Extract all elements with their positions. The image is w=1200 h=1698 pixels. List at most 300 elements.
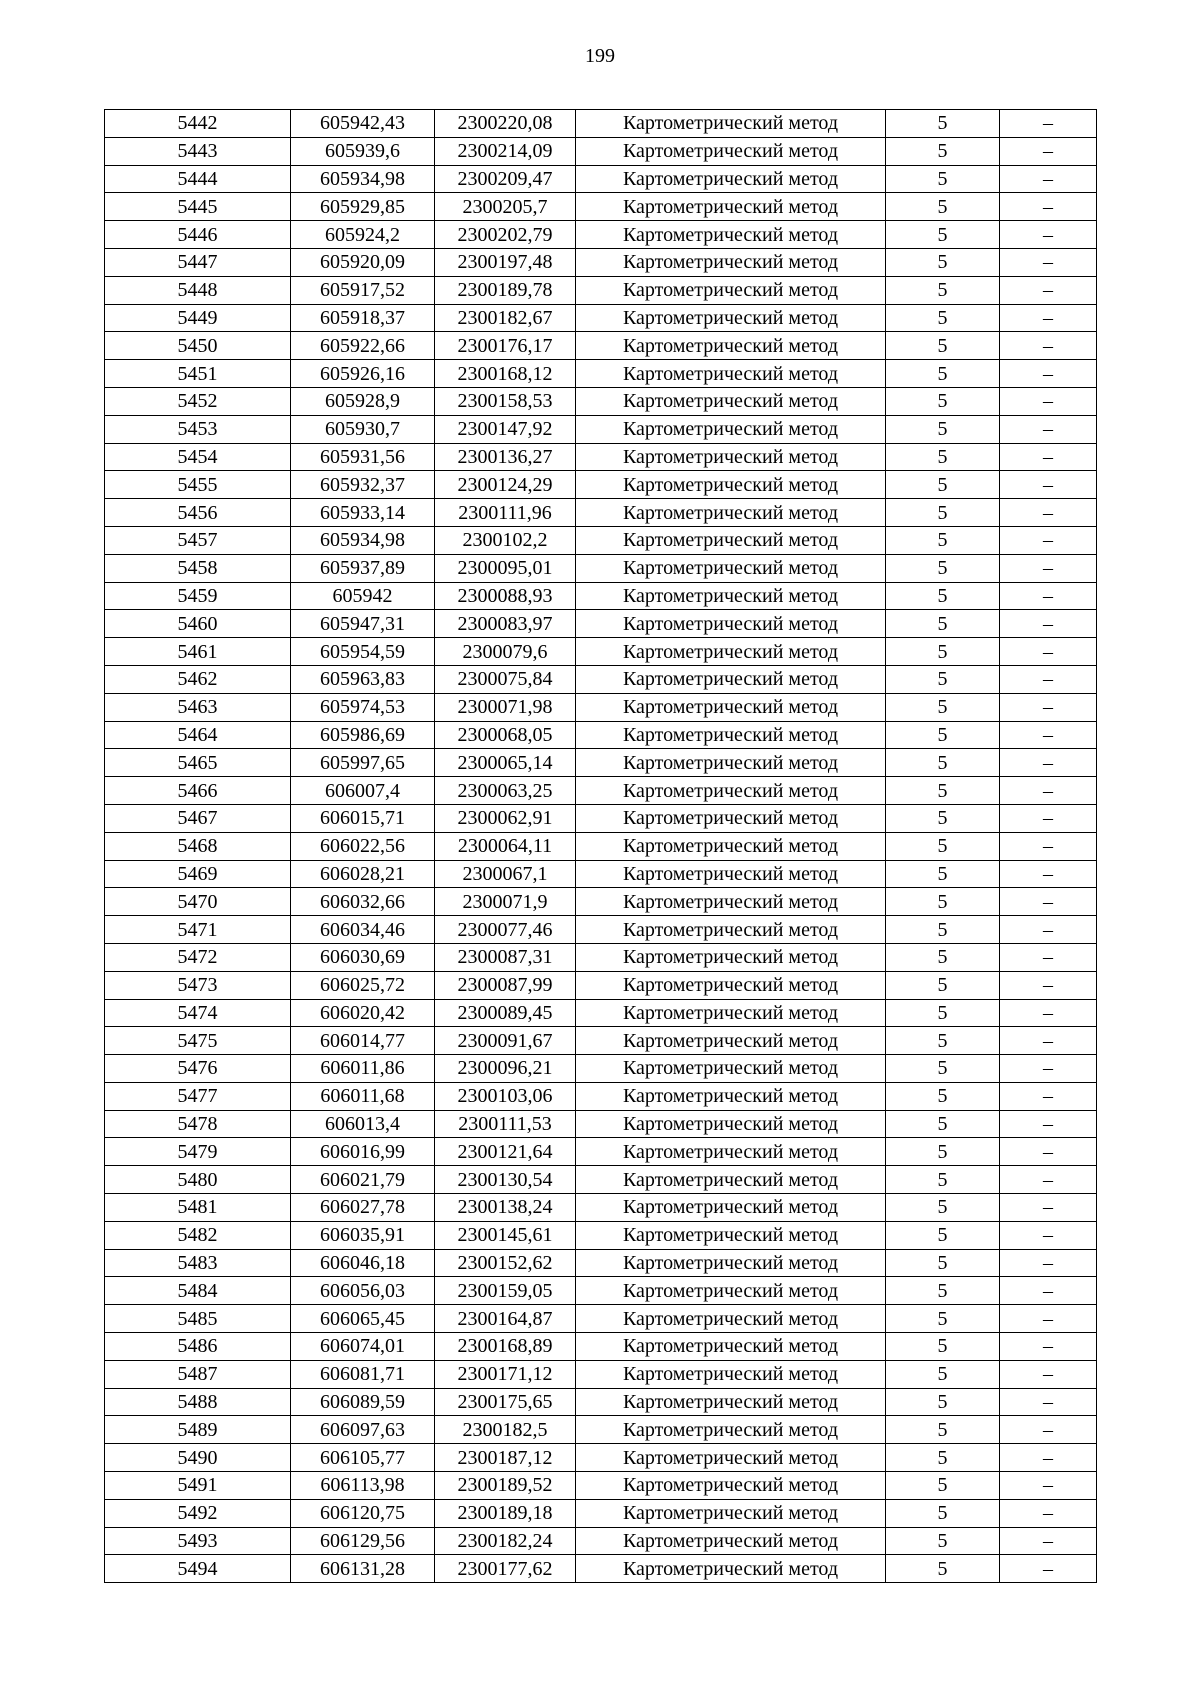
point-number-cell: 5442 [105,110,291,138]
x-coordinate-cell: 606028,21 [291,860,435,888]
note-cell: – [1000,499,1097,527]
point-number-cell: 5480 [105,1166,291,1194]
x-coordinate-cell: 605930,7 [291,415,435,443]
accuracy-cell: 5 [886,1416,1000,1444]
x-coordinate-cell: 605947,31 [291,610,435,638]
x-coordinate-cell: 605974,53 [291,693,435,721]
x-coordinate-cell: 605963,83 [291,665,435,693]
table-row [105,1388,1097,1416]
accuracy-cell: 5 [886,110,1000,138]
table-row [105,804,1097,832]
point-number-cell: 5481 [105,1194,291,1222]
point-number-cell: 5485 [105,1305,291,1333]
x-coordinate-cell: 605937,89 [291,554,435,582]
table-row [105,693,1097,721]
y-coordinate-cell: 2300168,12 [435,360,576,388]
x-coordinate-cell: 605932,37 [291,471,435,499]
note-cell: – [1000,1221,1097,1249]
note-cell: – [1000,276,1097,304]
x-coordinate-cell: 606020,42 [291,999,435,1027]
table-row [105,1027,1097,1055]
x-coordinate-cell: 606097,63 [291,1416,435,1444]
table-row [105,860,1097,888]
table-row [105,1166,1097,1194]
y-coordinate-cell: 2300088,93 [435,582,576,610]
y-coordinate-cell: 2300171,12 [435,1360,576,1388]
table-row [105,749,1097,777]
accuracy-cell: 5 [886,610,1000,638]
note-cell: – [1000,1027,1097,1055]
y-coordinate-cell: 2300065,14 [435,749,576,777]
note-cell: – [1000,610,1097,638]
accuracy-cell: 5 [886,1221,1000,1249]
table-row [105,1055,1097,1083]
method-cell: Картометрический метод [576,1305,886,1333]
y-coordinate-cell: 2300083,97 [435,610,576,638]
accuracy-cell: 5 [886,832,1000,860]
note-cell: – [1000,721,1097,749]
x-coordinate-cell: 606021,79 [291,1166,435,1194]
method-cell: Картометрический метод [576,1527,886,1555]
y-coordinate-cell: 2300079,6 [435,638,576,666]
point-number-cell: 5474 [105,999,291,1027]
method-cell: Картометрический метод [576,1444,886,1472]
x-coordinate-cell: 605934,98 [291,165,435,193]
point-number-cell: 5476 [105,1055,291,1083]
x-coordinate-cell: 606007,4 [291,777,435,805]
x-coordinate-cell: 606011,86 [291,1055,435,1083]
x-coordinate-cell: 605929,85 [291,193,435,221]
accuracy-cell: 5 [886,415,1000,443]
x-coordinate-cell: 606065,45 [291,1305,435,1333]
point-number-cell: 5469 [105,860,291,888]
y-coordinate-cell: 2300187,12 [435,1444,576,1472]
method-cell: Картометрический метод [576,943,886,971]
accuracy-cell: 5 [886,777,1000,805]
point-number-cell: 5447 [105,248,291,276]
table-row [105,165,1097,193]
method-cell: Картометрический метод [576,832,886,860]
accuracy-cell: 5 [886,943,1000,971]
table-row [105,110,1097,138]
point-number-cell: 5483 [105,1249,291,1277]
y-coordinate-cell: 2300077,46 [435,916,576,944]
method-cell: Картометрический метод [576,860,886,888]
x-coordinate-cell: 606027,78 [291,1194,435,1222]
point-number-cell: 5482 [105,1221,291,1249]
y-coordinate-cell: 2300071,9 [435,888,576,916]
x-coordinate-cell: 606013,4 [291,1110,435,1138]
point-number-cell: 5492 [105,1499,291,1527]
point-number-cell: 5488 [105,1388,291,1416]
table-row [105,1416,1097,1444]
method-cell: Картометрический метод [576,332,886,360]
table-row [105,137,1097,165]
point-number-cell: 5473 [105,971,291,999]
x-coordinate-cell: 605954,59 [291,638,435,666]
y-coordinate-cell: 2300130,54 [435,1166,576,1194]
table-row [105,304,1097,332]
accuracy-cell: 5 [886,1305,1000,1333]
x-coordinate-cell: 606034,46 [291,916,435,944]
method-cell: Картометрический метод [576,971,886,999]
x-coordinate-cell: 605934,98 [291,526,435,554]
y-coordinate-cell: 2300176,17 [435,332,576,360]
table-row [105,999,1097,1027]
note-cell: – [1000,943,1097,971]
note-cell: – [1000,1082,1097,1110]
note-cell: – [1000,415,1097,443]
accuracy-cell: 5 [886,276,1000,304]
method-cell: Картометрический метод [576,1027,886,1055]
note-cell: – [1000,1194,1097,1222]
x-coordinate-cell: 605918,37 [291,304,435,332]
accuracy-cell: 5 [886,665,1000,693]
method-cell: Картометрический метод [576,165,886,193]
point-number-cell: 5465 [105,749,291,777]
accuracy-cell: 5 [886,999,1000,1027]
x-coordinate-cell: 605933,14 [291,499,435,527]
table-row [105,1221,1097,1249]
y-coordinate-cell: 2300182,67 [435,304,576,332]
y-coordinate-cell: 2300182,5 [435,1416,576,1444]
table-row [105,1249,1097,1277]
note-cell: – [1000,360,1097,388]
accuracy-cell: 5 [886,1027,1000,1055]
method-cell: Картометрический метод [576,1472,886,1500]
accuracy-cell: 5 [886,638,1000,666]
method-cell: Картометрический метод [576,276,886,304]
y-coordinate-cell: 2300124,29 [435,471,576,499]
table-row [105,1138,1097,1166]
method-cell: Картометрический метод [576,360,886,388]
note-cell: – [1000,832,1097,860]
accuracy-cell: 5 [886,860,1000,888]
x-coordinate-cell: 606056,03 [291,1277,435,1305]
note-cell: – [1000,638,1097,666]
note-cell: – [1000,526,1097,554]
point-number-cell: 5454 [105,443,291,471]
x-coordinate-cell: 605942,43 [291,110,435,138]
note-cell: – [1000,1499,1097,1527]
x-coordinate-cell: 606105,77 [291,1444,435,1472]
x-coordinate-cell: 606035,91 [291,1221,435,1249]
point-number-cell: 5477 [105,1082,291,1110]
method-cell: Картометрический метод [576,443,886,471]
point-number-cell: 5479 [105,1138,291,1166]
accuracy-cell: 5 [886,1527,1000,1555]
method-cell: Картометрический метод [576,137,886,165]
x-coordinate-cell: 606022,56 [291,832,435,860]
method-cell: Картометрический метод [576,693,886,721]
x-coordinate-cell: 605926,16 [291,360,435,388]
table-row [105,888,1097,916]
point-number-cell: 5455 [105,471,291,499]
y-coordinate-cell: 2300209,47 [435,165,576,193]
accuracy-cell: 5 [886,248,1000,276]
note-cell: – [1000,1360,1097,1388]
method-cell: Картометрический метод [576,110,886,138]
x-coordinate-cell: 605922,66 [291,332,435,360]
note-cell: – [1000,1472,1097,1500]
y-coordinate-cell: 2300189,78 [435,276,576,304]
table-row [105,1305,1097,1333]
y-coordinate-cell: 2300202,79 [435,221,576,249]
y-coordinate-cell: 2300152,62 [435,1249,576,1277]
note-cell: – [1000,1416,1097,1444]
note-cell: – [1000,665,1097,693]
note-cell: – [1000,1166,1097,1194]
accuracy-cell: 5 [886,332,1000,360]
x-coordinate-cell: 605942 [291,582,435,610]
note-cell: – [1000,999,1097,1027]
y-coordinate-cell: 2300064,11 [435,832,576,860]
y-coordinate-cell: 2300220,08 [435,110,576,138]
method-cell: Картометрический метод [576,665,886,693]
point-number-cell: 5471 [105,916,291,944]
x-coordinate-cell: 605997,65 [291,749,435,777]
point-number-cell: 5458 [105,554,291,582]
note-cell: – [1000,1555,1097,1583]
accuracy-cell: 5 [886,888,1000,916]
point-number-cell: 5457 [105,526,291,554]
point-number-cell: 5445 [105,193,291,221]
method-cell: Картометрический метод [576,387,886,415]
method-cell: Картометрический метод [576,1221,886,1249]
y-coordinate-cell: 2300136,27 [435,443,576,471]
note-cell: – [1000,332,1097,360]
x-coordinate-cell: 606015,71 [291,804,435,832]
note-cell: – [1000,248,1097,276]
table-row [105,971,1097,999]
y-coordinate-cell: 2300121,64 [435,1138,576,1166]
table-row [105,916,1097,944]
point-number-cell: 5460 [105,610,291,638]
table-row [105,610,1097,638]
note-cell: – [1000,1055,1097,1083]
y-coordinate-cell: 2300103,06 [435,1082,576,1110]
y-coordinate-cell: 2300067,1 [435,860,576,888]
y-coordinate-cell: 2300089,45 [435,999,576,1027]
y-coordinate-cell: 2300164,87 [435,1305,576,1333]
accuracy-cell: 5 [886,221,1000,249]
method-cell: Картометрический метод [576,1055,886,1083]
y-coordinate-cell: 2300111,96 [435,499,576,527]
method-cell: Картометрический метод [576,721,886,749]
y-coordinate-cell: 2300197,48 [435,248,576,276]
y-coordinate-cell: 2300096,21 [435,1055,576,1083]
x-coordinate-cell: 606025,72 [291,971,435,999]
accuracy-cell: 5 [886,1388,1000,1416]
y-coordinate-cell: 2300138,24 [435,1194,576,1222]
y-coordinate-cell: 2300091,67 [435,1027,576,1055]
table-row [105,638,1097,666]
x-coordinate-cell: 606113,98 [291,1472,435,1500]
accuracy-cell: 5 [886,1194,1000,1222]
note-cell: – [1000,777,1097,805]
table-row [105,360,1097,388]
note-cell: – [1000,971,1097,999]
accuracy-cell: 5 [886,693,1000,721]
point-number-cell: 5461 [105,638,291,666]
coordinates-table [104,109,1097,1583]
method-cell: Картометрический метод [576,1194,886,1222]
table-row [105,526,1097,554]
table-row [105,248,1097,276]
table-row [105,1194,1097,1222]
point-number-cell: 5478 [105,1110,291,1138]
y-coordinate-cell: 2300087,31 [435,943,576,971]
method-cell: Картометрический метод [576,999,886,1027]
accuracy-cell: 5 [886,554,1000,582]
y-coordinate-cell: 2300189,18 [435,1499,576,1527]
note-cell: – [1000,193,1097,221]
accuracy-cell: 5 [886,1333,1000,1361]
accuracy-cell: 5 [886,193,1000,221]
method-cell: Картометрический метод [576,749,886,777]
point-number-cell: 5487 [105,1360,291,1388]
note-cell: – [1000,860,1097,888]
note-cell: – [1000,554,1097,582]
y-coordinate-cell: 2300111,53 [435,1110,576,1138]
y-coordinate-cell: 2300071,98 [435,693,576,721]
page-number: 199 [585,45,615,67]
point-number-cell: 5486 [105,1333,291,1361]
x-coordinate-cell: 605928,9 [291,387,435,415]
table-row [105,499,1097,527]
y-coordinate-cell: 2300087,99 [435,971,576,999]
note-cell: – [1000,1138,1097,1166]
method-cell: Картометрический метод [576,248,886,276]
table-row [105,387,1097,415]
method-cell: Картометрический метод [576,1082,886,1110]
accuracy-cell: 5 [886,443,1000,471]
method-cell: Картометрический метод [576,1499,886,1527]
x-coordinate-cell: 605939,6 [291,137,435,165]
point-number-cell: 5491 [105,1472,291,1500]
y-coordinate-cell: 2300159,05 [435,1277,576,1305]
x-coordinate-cell: 605986,69 [291,721,435,749]
table-row [105,1499,1097,1527]
x-coordinate-cell: 606014,77 [291,1027,435,1055]
table-row [105,665,1097,693]
note-cell: – [1000,110,1097,138]
x-coordinate-cell: 606081,71 [291,1360,435,1388]
point-number-cell: 5467 [105,804,291,832]
point-number-cell: 5463 [105,693,291,721]
method-cell: Картометрический метод [576,1166,886,1194]
method-cell: Картометрический метод [576,1249,886,1277]
accuracy-cell: 5 [886,971,1000,999]
note-cell: – [1000,471,1097,499]
y-coordinate-cell: 2300063,25 [435,777,576,805]
x-coordinate-cell: 606129,56 [291,1527,435,1555]
accuracy-cell: 5 [886,721,1000,749]
accuracy-cell: 5 [886,137,1000,165]
accuracy-cell: 5 [886,1055,1000,1083]
point-number-cell: 5466 [105,777,291,805]
method-cell: Картометрический метод [576,1277,886,1305]
point-number-cell: 5443 [105,137,291,165]
method-cell: Картометрический метод [576,916,886,944]
point-number-cell: 5472 [105,943,291,971]
accuracy-cell: 5 [886,1444,1000,1472]
method-cell: Картометрический метод [576,193,886,221]
point-number-cell: 5484 [105,1277,291,1305]
table-row [105,1333,1097,1361]
accuracy-cell: 5 [886,360,1000,388]
accuracy-cell: 5 [886,1472,1000,1500]
method-cell: Картометрический метод [576,554,886,582]
method-cell: Картометрический метод [576,526,886,554]
x-coordinate-cell: 605917,52 [291,276,435,304]
method-cell: Картометрический метод [576,610,886,638]
y-coordinate-cell: 2300062,91 [435,804,576,832]
note-cell: – [1000,1333,1097,1361]
table-row [105,832,1097,860]
point-number-cell: 5451 [105,360,291,388]
point-number-cell: 5449 [105,304,291,332]
point-number-cell: 5450 [105,332,291,360]
note-cell: – [1000,443,1097,471]
x-coordinate-cell: 606120,75 [291,1499,435,1527]
table-row [105,221,1097,249]
point-number-cell: 5493 [105,1527,291,1555]
method-cell: Картометрический метод [576,777,886,805]
method-cell: Картометрический метод [576,415,886,443]
table-row [105,777,1097,805]
table-row [105,554,1097,582]
y-coordinate-cell: 2300068,05 [435,721,576,749]
table-row [105,415,1097,443]
method-cell: Картометрический метод [576,1416,886,1444]
table-row [105,193,1097,221]
point-number-cell: 5448 [105,276,291,304]
table-row [105,1555,1097,1583]
y-coordinate-cell: 2300205,7 [435,193,576,221]
x-coordinate-cell: 606089,59 [291,1388,435,1416]
table-row [105,332,1097,360]
note-cell: – [1000,165,1097,193]
accuracy-cell: 5 [886,1110,1000,1138]
table-row [105,1472,1097,1500]
note-cell: – [1000,1277,1097,1305]
point-number-cell: 5470 [105,888,291,916]
x-coordinate-cell: 606030,69 [291,943,435,971]
accuracy-cell: 5 [886,387,1000,415]
accuracy-cell: 5 [886,582,1000,610]
point-number-cell: 5462 [105,665,291,693]
accuracy-cell: 5 [886,1249,1000,1277]
table-row [105,1082,1097,1110]
method-cell: Картометрический метод [576,1110,886,1138]
note-cell: – [1000,1444,1097,1472]
table-row [105,1527,1097,1555]
point-number-cell: 5489 [105,1416,291,1444]
accuracy-cell: 5 [886,304,1000,332]
accuracy-cell: 5 [886,165,1000,193]
y-coordinate-cell: 2300075,84 [435,665,576,693]
method-cell: Картометрический метод [576,1555,886,1583]
table-row [105,943,1097,971]
note-cell: – [1000,221,1097,249]
y-coordinate-cell: 2300189,52 [435,1472,576,1500]
table-row [105,1277,1097,1305]
accuracy-cell: 5 [886,1082,1000,1110]
y-coordinate-cell: 2300177,62 [435,1555,576,1583]
method-cell: Картометрический метод [576,471,886,499]
note-cell: – [1000,888,1097,916]
